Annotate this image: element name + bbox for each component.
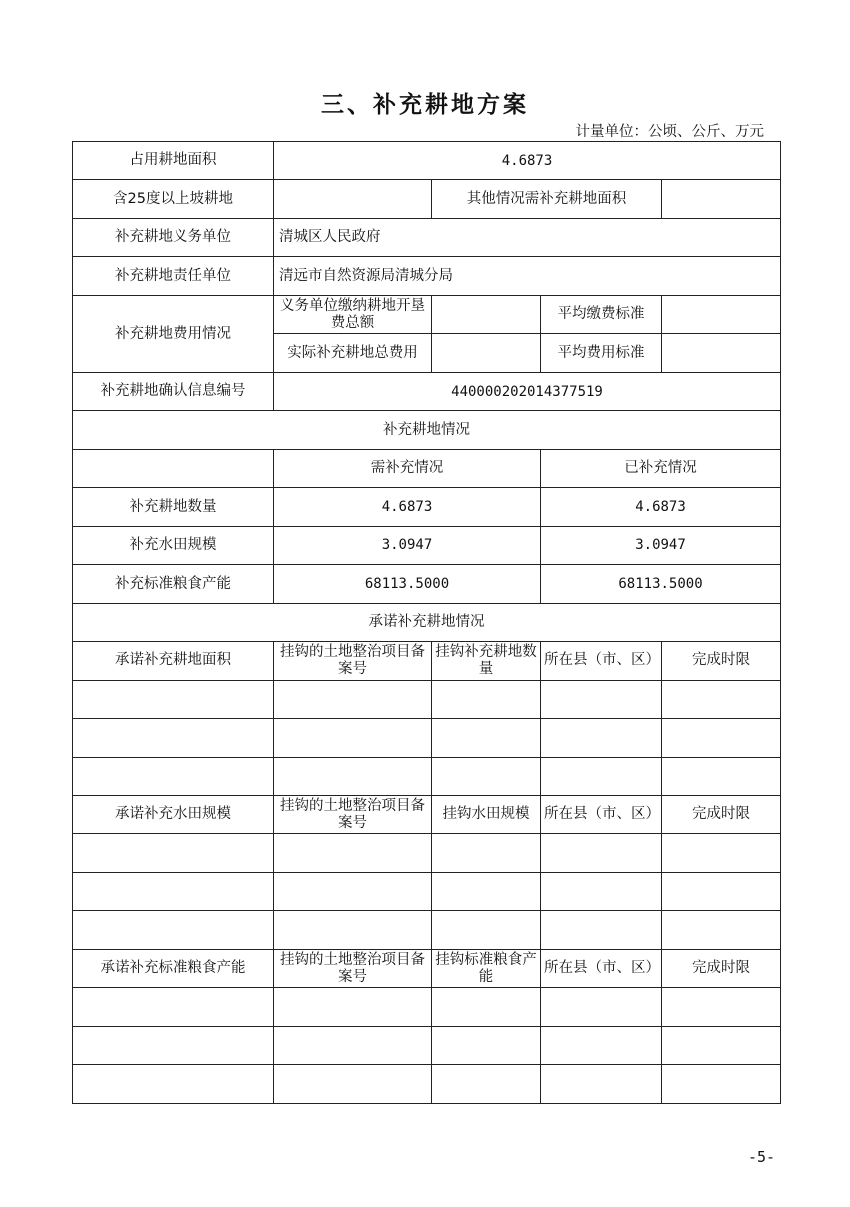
actual-cost-label: 实际补充耕地总费用	[274, 334, 432, 372]
commit-group-label: 承诺补充水田规模	[73, 795, 274, 833]
commitment-section-title: 承诺补充耕地情况	[73, 603, 781, 641]
blank-cell	[274, 834, 432, 872]
other-area-label: 其他情况需补充耕地面积	[432, 180, 662, 218]
table-row	[73, 911, 781, 949]
blank-cell	[432, 757, 541, 795]
situation-header-blank	[73, 449, 274, 487]
blank-cell	[541, 1065, 662, 1104]
table-row	[73, 1026, 781, 1064]
table-row	[73, 295, 781, 333]
table-row	[73, 719, 781, 757]
cost-label: 补充耕地费用情况	[73, 295, 274, 372]
blank-cell	[73, 834, 274, 872]
blank-cell	[541, 757, 662, 795]
table-row	[73, 372, 781, 410]
fee-total-value	[432, 295, 541, 333]
col-deadline-header: 完成时限	[662, 642, 781, 680]
situation-item-label: 补充标准粮食产能	[73, 565, 274, 603]
col-amount-header: 挂钩标准粮食产能	[432, 949, 541, 987]
table-row	[73, 834, 781, 872]
avg-cost-std-label: 平均费用标准	[541, 334, 662, 372]
blank-cell	[662, 834, 781, 872]
blank-cell	[432, 988, 541, 1026]
blank-cell	[662, 911, 781, 949]
table-row	[73, 180, 781, 218]
blank-cell	[662, 988, 781, 1026]
blank-cell	[662, 719, 781, 757]
blank-cell	[73, 911, 274, 949]
col-done-header: 已补充情况	[541, 449, 781, 487]
situation-item-needed: 68113.5000	[274, 565, 541, 603]
blank-cell	[73, 1026, 274, 1064]
fee-total-label: 义务单位缴纳耕地开垦费总额	[274, 295, 432, 333]
col-county-header: 所在县（市、区）	[541, 949, 662, 987]
blank-cell	[432, 872, 541, 910]
table-row	[73, 603, 781, 641]
table-row	[73, 795, 781, 833]
blank-cell	[274, 872, 432, 910]
blank-cell	[274, 988, 432, 1026]
blank-cell	[274, 757, 432, 795]
col-amount-header: 挂钩补充耕地数量	[432, 642, 541, 680]
table-row	[73, 449, 781, 487]
blank-cell	[662, 1065, 781, 1104]
blank-cell	[662, 872, 781, 910]
blank-cell	[73, 757, 274, 795]
blank-cell	[73, 719, 274, 757]
blank-cell	[274, 1065, 432, 1104]
avg-cost-std-value	[662, 334, 781, 372]
responsible-unit-label: 补充耕地责任单位	[73, 257, 274, 295]
blank-cell	[541, 872, 662, 910]
page-title: 三、补充耕地方案	[321, 92, 529, 118]
col-needed-header: 需补充情况	[274, 449, 541, 487]
col-project-header: 挂钩的土地整治项目备案号	[274, 949, 432, 987]
unit-note: 计量单位：公顷、公斤、万元	[575, 124, 764, 140]
blank-cell	[662, 1026, 781, 1064]
blank-cell	[73, 872, 274, 910]
col-project-header: 挂钩的土地整治项目备案号	[274, 642, 432, 680]
table-row	[73, 142, 781, 180]
situation-item-done: 4.6873	[541, 488, 781, 526]
blank-cell	[73, 1065, 274, 1104]
situation-item-label: 补充水田规模	[73, 526, 274, 564]
page-number: -5-	[748, 1148, 776, 1166]
table-row	[73, 680, 781, 718]
situation-item-needed: 4.6873	[274, 488, 541, 526]
obligation-unit-value: 清城区人民政府	[274, 218, 781, 256]
table-row	[73, 411, 781, 449]
col-deadline-header: 完成时限	[662, 795, 781, 833]
blank-cell	[662, 680, 781, 718]
blank-cell	[432, 680, 541, 718]
col-county-header: 所在县（市、区）	[541, 795, 662, 833]
blank-cell	[73, 988, 274, 1026]
blank-cell	[541, 911, 662, 949]
other-area-value	[662, 180, 781, 218]
blank-cell	[274, 680, 432, 718]
col-deadline-header: 完成时限	[662, 949, 781, 987]
slope25-value	[274, 180, 432, 218]
table-row	[73, 757, 781, 795]
blank-cell	[541, 988, 662, 1026]
blank-cell	[541, 719, 662, 757]
col-amount-header: 挂钩水田规模	[432, 795, 541, 833]
blank-cell	[432, 911, 541, 949]
situation-item-done: 68113.5000	[541, 565, 781, 603]
occupied-area-label: 占用耕地面积	[73, 142, 274, 180]
table-row	[73, 257, 781, 295]
table-row	[73, 1065, 781, 1104]
blank-cell	[432, 834, 541, 872]
obligation-unit-label: 补充耕地义务单位	[73, 218, 274, 256]
table-row	[73, 988, 781, 1026]
blank-cell	[274, 719, 432, 757]
blank-cell	[662, 757, 781, 795]
confirm-no-value: 440000202014377519	[274, 372, 781, 410]
avg-fee-std-value	[662, 295, 781, 333]
situation-item-needed: 3.0947	[274, 526, 541, 564]
col-project-header: 挂钩的土地整治项目备案号	[274, 795, 432, 833]
table-row	[73, 642, 781, 680]
situation-section-title: 补充耕地情况	[73, 411, 781, 449]
blank-cell	[541, 834, 662, 872]
blank-cell	[274, 911, 432, 949]
blank-cell	[432, 1065, 541, 1104]
blank-cell	[73, 680, 274, 718]
responsible-unit-value: 清远市自然资源局清城分局	[274, 257, 781, 295]
blank-cell	[541, 1026, 662, 1064]
situation-item-label: 补充耕地数量	[73, 488, 274, 526]
table-row	[73, 218, 781, 256]
commit-group-label: 承诺补充耕地面积	[73, 642, 274, 680]
table-row	[73, 526, 781, 564]
table-row	[73, 872, 781, 910]
confirm-no-label: 补充耕地确认信息编号	[73, 372, 274, 410]
blank-cell	[432, 719, 541, 757]
situation-item-done: 3.0947	[541, 526, 781, 564]
commit-group-label: 承诺补充标准粮食产能	[73, 949, 274, 987]
avg-fee-std-label: 平均缴费标准	[541, 295, 662, 333]
blank-cell	[541, 680, 662, 718]
occupied-area-value: 4.6873	[274, 142, 781, 180]
col-county-header: 所在县（市、区）	[541, 642, 662, 680]
actual-cost-value	[432, 334, 541, 372]
table-row	[73, 565, 781, 603]
table-row	[73, 949, 781, 987]
table-row	[73, 488, 781, 526]
slope25-label: 含25度以上坡耕地	[73, 180, 274, 218]
blank-cell	[432, 1026, 541, 1064]
land-supplement-table	[72, 141, 781, 1104]
blank-cell	[274, 1026, 432, 1064]
